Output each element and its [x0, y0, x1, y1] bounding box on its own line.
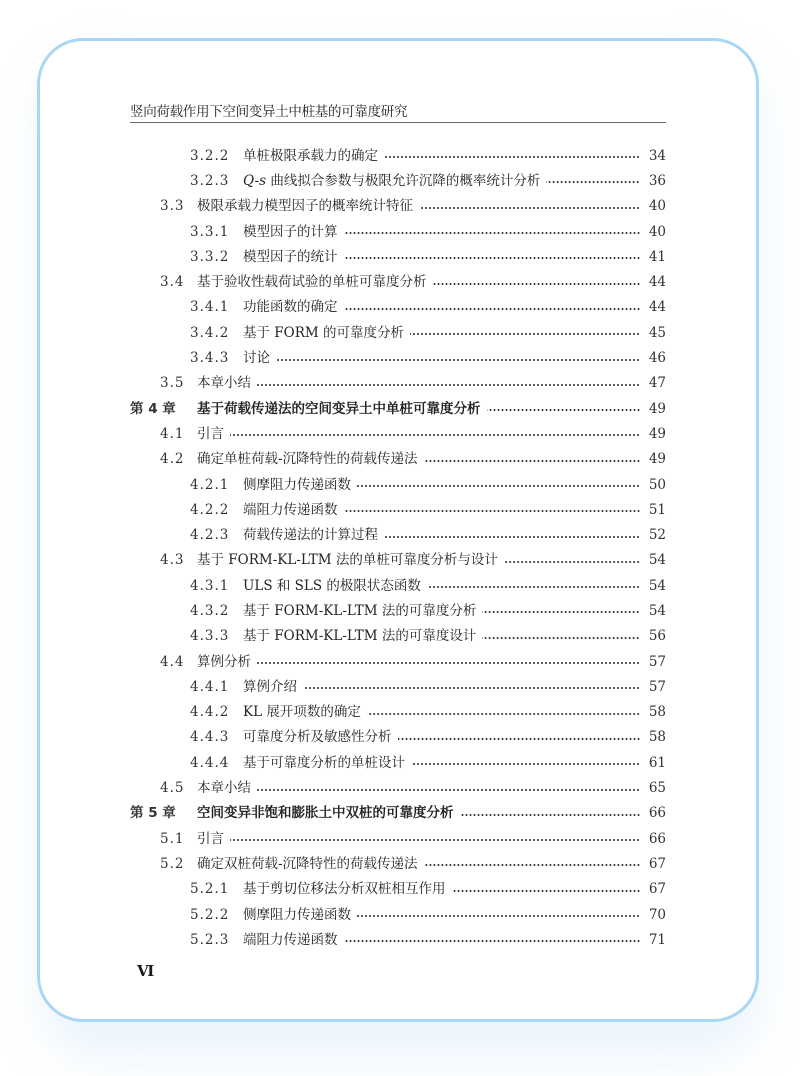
dot-leader	[344, 510, 641, 512]
toc-entry-page: 44	[648, 274, 666, 291]
dot-leader	[424, 460, 640, 462]
dot-leader	[411, 763, 640, 765]
toc-entry-page: 67	[648, 881, 666, 898]
toc-entry[interactable]	[130, 826, 666, 851]
toc-entry-title: 模型因子的统计	[243, 248, 338, 265]
toc-entry[interactable]	[130, 801, 666, 826]
toc-entry[interactable]	[130, 700, 666, 725]
toc-entry-page: 66	[648, 830, 666, 847]
toc-entry-page: 46	[648, 350, 666, 367]
toc-entry[interactable]	[130, 674, 666, 699]
dot-leader	[303, 687, 640, 689]
toc-entry-page: 44	[648, 299, 666, 316]
toc-entry-title: 基于可靠度分析的单桩设计	[243, 754, 405, 771]
toc-entry[interactable]	[130, 371, 666, 396]
toc-entry[interactable]	[130, 219, 666, 244]
toc-entry-title: 本章小结	[197, 780, 251, 797]
toc-entry-page: 40	[648, 223, 666, 240]
toc-entry-number: 5.2	[160, 855, 185, 872]
toc-entry-title: 确定单桩荷载-沉降特性的荷载传递法	[197, 451, 418, 468]
toc-entry-page: 57	[648, 678, 666, 695]
toc-entry-title: Q-s 曲线拟合参数与极限允许沉降的概率统计分析	[243, 172, 541, 189]
toc-entry-title: 基于 FORM 的可靠度分析	[243, 324, 405, 341]
toc-entry[interactable]	[130, 143, 666, 168]
toc-entry[interactable]	[130, 447, 666, 472]
dot-leader	[384, 156, 640, 158]
dot-leader	[257, 384, 640, 386]
toc-entry-number: 第 4 章	[130, 400, 176, 417]
toc-entry-page: 41	[648, 248, 666, 265]
toc-entry[interactable]	[130, 396, 666, 421]
dot-leader	[487, 409, 641, 411]
toc-entry[interactable]	[130, 269, 666, 294]
toc-entry-number: 4.5	[160, 780, 185, 797]
toc-entry-page: 67	[648, 855, 666, 872]
toc-entry-number: 3.5	[160, 375, 185, 392]
dot-leader	[410, 333, 640, 335]
toc-entry-page: 70	[648, 906, 666, 923]
toc-entry-title: 算例分析	[197, 653, 251, 670]
toc-entry[interactable]	[130, 573, 666, 598]
toc-entry[interactable]	[130, 168, 666, 193]
toc-entry[interactable]	[130, 472, 666, 497]
dot-leader	[398, 738, 641, 740]
toc-entry-page: 54	[648, 602, 666, 619]
toc-entry[interactable]	[130, 775, 666, 800]
toc-entry-number: 4.4.2	[190, 704, 230, 721]
toc-entry-title: KL 展开项数的确定	[243, 704, 361, 721]
toc-entry-title: 确定双桩荷载-沉降特性的荷载传递法	[197, 855, 418, 872]
dot-leader	[504, 561, 640, 563]
toc-entry-page: 40	[648, 198, 666, 215]
toc-entry-title: 单桩极限承载力的确定	[243, 147, 378, 164]
dot-leader	[344, 308, 641, 310]
table-of-contents	[130, 143, 666, 953]
toc-entry-title: 基于荷载传递法的空间变异土中单桩可靠度分析	[197, 400, 481, 417]
toc-entry-number: 4.3.2	[190, 602, 230, 619]
toc-entry-title: 功能函数的确定	[243, 299, 338, 316]
toc-entry[interactable]	[130, 750, 666, 775]
dot-leader	[427, 586, 640, 588]
toc-entry-title: 端阻力传递函数	[243, 501, 338, 518]
toc-entry-page: 56	[648, 628, 666, 645]
dot-leader	[357, 915, 640, 917]
toc-entry-number: 4.4.4	[190, 754, 230, 771]
dot-leader	[344, 232, 641, 234]
dot-leader	[433, 283, 641, 285]
toc-entry-page: 66	[648, 805, 666, 822]
toc-entry-page: 57	[648, 653, 666, 670]
toc-entry[interactable]	[130, 244, 666, 269]
toc-entry-number: 4.4.1	[190, 678, 230, 695]
toc-entry[interactable]	[130, 927, 666, 952]
toc-entry-title: 侧摩阻力传递函数	[243, 906, 351, 923]
dot-leader	[482, 637, 640, 639]
toc-entry-title: 极限承载力模型因子的概率统计特征	[197, 198, 413, 215]
toc-entry[interactable]	[130, 851, 666, 876]
toc-entry-title: 基于 FORM-KL-LTM 法的可靠度设计	[243, 628, 477, 645]
toc-entry-number: 3.4.2	[190, 324, 230, 341]
toc-entry[interactable]	[130, 345, 666, 370]
toc-entry-page: 47	[648, 375, 666, 392]
dot-leader	[424, 864, 640, 866]
toc-entry-page: 54	[648, 577, 666, 594]
toc-entry-title: 基于验收性载荷试验的单桩可靠度分析	[197, 274, 427, 291]
toc-entry-title: 基于剪切位移法分析双桩相互作用	[243, 881, 446, 898]
dot-leader	[257, 662, 640, 664]
toc-entry-number: 3.3.2	[190, 248, 230, 265]
toc-entry-title: 本章小结	[197, 375, 251, 392]
dot-leader	[367, 713, 640, 715]
toc-entry-page: 52	[648, 527, 666, 544]
dot-leader	[344, 257, 641, 259]
toc-entry-title: 荷载传递法的计算过程	[243, 527, 378, 544]
toc-entry-title: 讨论	[243, 350, 270, 367]
dot-leader	[230, 434, 640, 436]
toc-entry[interactable]	[130, 877, 666, 902]
dot-leader	[344, 940, 641, 942]
toc-entry[interactable]	[130, 194, 666, 219]
running-head: 竖向荷载作用下空间变异土中桩基的可靠度研究	[130, 104, 666, 123]
toc-entry-number: 5.2.2	[190, 906, 230, 923]
toc-entry-title: 算例介绍	[243, 678, 297, 695]
toc-entry-number: 5.2.3	[190, 931, 230, 948]
toc-entry-page: 71	[648, 931, 666, 948]
toc-entry[interactable]	[130, 522, 666, 547]
dot-leader	[452, 890, 641, 892]
toc-entry-page: 49	[648, 451, 666, 468]
toc-entry-page: 58	[648, 704, 666, 721]
dot-leader	[276, 359, 640, 361]
toc-entry-number: 3.3.1	[190, 223, 230, 240]
toc-entry-number: 4.2.1	[190, 476, 230, 493]
toc-entry-page: 65	[648, 780, 666, 797]
toc-entry-number: 4.4.3	[190, 729, 230, 746]
toc-entry-number: 3.2.2	[190, 147, 230, 164]
toc-entry[interactable]	[130, 421, 666, 446]
toc-entry-title: 可靠度分析及敏感性分析	[243, 729, 392, 746]
toc-entry-page: 50	[648, 476, 666, 493]
dot-leader	[482, 611, 640, 613]
dot-leader	[230, 839, 640, 841]
toc-entry-title: ULS 和 SLS 的极限状态函数	[243, 577, 421, 594]
toc-entry[interactable]	[130, 649, 666, 674]
toc-entry-number: 4.3.3	[190, 628, 230, 645]
toc-entry[interactable]	[130, 725, 666, 750]
toc-entry-page: 36	[648, 172, 666, 189]
toc-entry-title: 引言	[197, 830, 224, 847]
toc-entry-title: 端阻力传递函数	[243, 931, 338, 948]
toc-entry-page: 61	[648, 754, 666, 771]
page-number: Ⅵ	[137, 962, 154, 980]
toc-entry[interactable]	[130, 295, 666, 320]
dot-leader	[419, 207, 640, 209]
toc-entry-number: 5.1	[160, 830, 185, 847]
toc-entry-number: 3.4.3	[190, 350, 230, 367]
toc-entry-title: 侧摩阻力传递函数	[243, 476, 351, 493]
toc-entry-number: 3.4.1	[190, 299, 230, 316]
toc-entry-number: 3.2.3	[190, 172, 230, 189]
toc-entry-number: 4.3.1	[190, 577, 230, 594]
toc-entry[interactable]	[130, 598, 666, 623]
toc-entry[interactable]	[130, 320, 666, 345]
toc-entry-page: 54	[648, 552, 666, 569]
toc-entry-number: 4.4	[160, 653, 185, 670]
toc-entry-title: 基于 FORM-KL-LTM 法的可靠度分析	[243, 602, 477, 619]
dot-leader	[357, 485, 640, 487]
dot-leader	[460, 814, 641, 816]
toc-entry-title: 空间变异非饱和膨胀土中双桩的可靠度分析	[197, 805, 454, 822]
toc-entry-number: 4.2.2	[190, 501, 230, 518]
dot-leader	[257, 789, 640, 791]
toc-entry-page: 34	[648, 147, 666, 164]
toc-entry-number: 4.1	[160, 425, 185, 442]
toc-entry[interactable]	[130, 548, 666, 573]
toc-entry[interactable]	[130, 902, 666, 927]
toc-entry-page: 49	[648, 425, 666, 442]
toc-entry-page: 49	[648, 400, 666, 417]
toc-entry-page: 51	[648, 501, 666, 518]
toc-entry-page: 58	[648, 729, 666, 746]
toc-entry-number: 3.3	[160, 198, 185, 215]
toc-entry[interactable]	[130, 624, 666, 649]
toc-entry-title: 引言	[197, 425, 224, 442]
toc-entry-number: 第 5 章	[130, 805, 176, 822]
toc-entry-number: 4.3	[160, 552, 185, 569]
toc-entry-number: 3.4	[160, 274, 185, 291]
toc-entry-title: 模型因子的计算	[243, 223, 338, 240]
dot-leader	[384, 536, 640, 538]
dot-leader	[546, 181, 640, 183]
toc-entry-title: 基于 FORM-KL-LTM 法的单桩可靠度分析与设计	[197, 552, 498, 569]
toc-entry-number: 5.2.1	[190, 881, 230, 898]
toc-entry-number: 4.2.3	[190, 527, 230, 544]
toc-entry[interactable]	[130, 497, 666, 522]
toc-entry-page: 45	[648, 324, 666, 341]
toc-entry-number: 4.2	[160, 451, 185, 468]
